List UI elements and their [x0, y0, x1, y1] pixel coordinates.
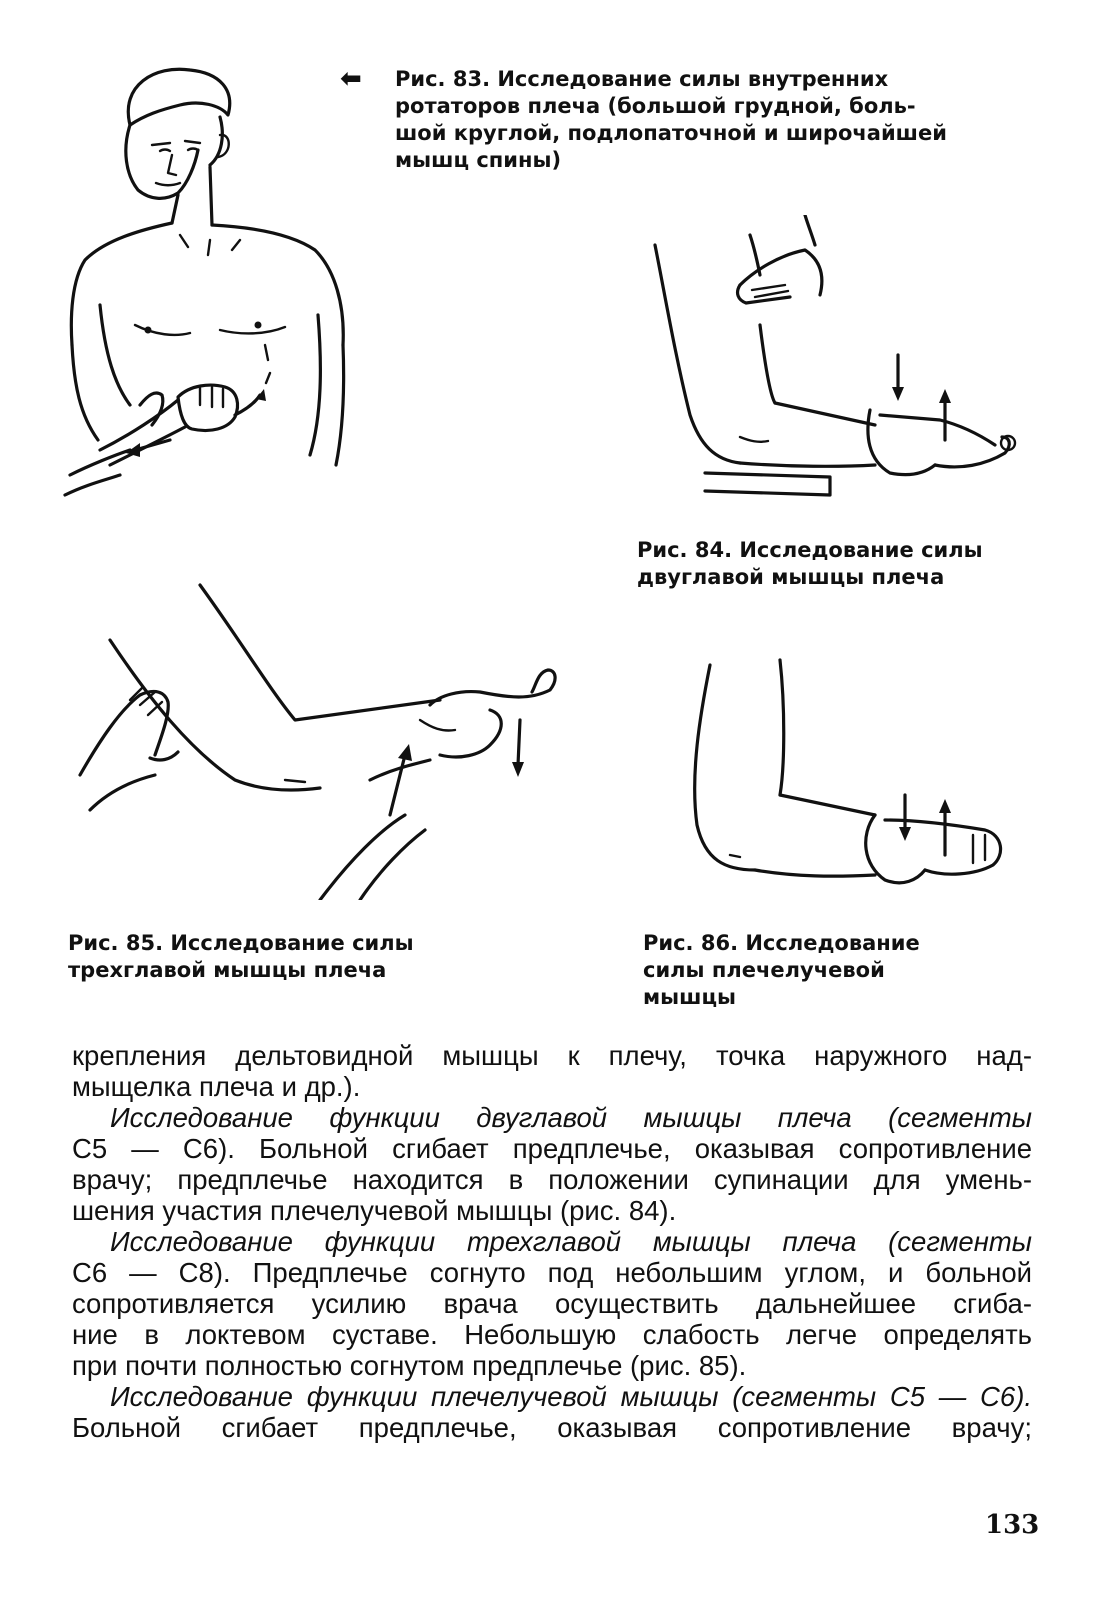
body-text	[72, 1040, 1032, 1443]
text-line: мыщелка плеча и др.).	[72, 1071, 361, 1102]
paragraph-lead: Исследование функции двуглавой мышцы плеча (сегменты	[110, 1102, 1032, 1133]
paragraph-lead: Исследование функции трехглавой мышцы плеча (сегменты	[110, 1226, 1032, 1257]
paragraph-lead: Исследование функции плечелучевой мышцы (сегменты C5 — C6).	[110, 1381, 1032, 1412]
figure-85-caption	[68, 930, 538, 984]
figure-85-illustration	[60, 580, 570, 900]
caption-line: шой круглой, подлопаточной и широчайшей	[395, 121, 947, 145]
paragraph-1	[72, 1040, 1032, 1102]
text-line: C5 — C6). Больной сгибает предплечье, оказывая сопротивление	[72, 1133, 1032, 1164]
text-line: C6 — C8). Предплечье согнуто под небольшим углом, и больной	[72, 1257, 1032, 1288]
figure-85-drawing	[60, 580, 570, 900]
text-line: врачу; предплечье находится в положении супинации для умень-	[72, 1164, 1032, 1195]
figure-84-caption	[637, 537, 1067, 591]
text-line: сопротивляется усилию врача осуществить дальнейшее сгиба-	[72, 1288, 1032, 1319]
figure-83-drawing	[60, 55, 350, 500]
figure-84-drawing	[640, 215, 1040, 505]
figure-84-illustration	[640, 215, 1040, 505]
page-number: 133	[985, 1510, 1040, 1540]
figure-83-illustration	[60, 55, 350, 500]
text-line: крепления дельтовидной мышцы к плечу, точка наружного над-	[72, 1040, 1032, 1071]
caption-line: мышц спины)	[395, 148, 562, 172]
caption-line: мышцы	[643, 985, 737, 1009]
figure-83-caption	[340, 64, 1035, 174]
figure-86-illustration	[685, 655, 1030, 905]
paragraph-2	[72, 1102, 1032, 1226]
paragraph-4	[72, 1381, 1032, 1443]
left-arrow-icon: ⬅	[340, 64, 362, 94]
caption-line: Рис. 85. Исследование силы	[68, 931, 414, 955]
caption-line: Рис. 84. Исследование силы	[637, 538, 983, 562]
figure-86-drawing	[685, 655, 1030, 905]
caption-line: Рис. 86. Исследование	[643, 931, 920, 955]
text-line: шения участия плечелучевой мышцы (рис. 84).	[72, 1195, 677, 1226]
text-line: при почти полностью согнутом предплечье (рис. 85).	[72, 1350, 747, 1381]
figure-86-caption	[643, 930, 1023, 1011]
caption-line: ротаторов плеча (большой грудной, боль-	[395, 94, 916, 118]
text-line: ние в локтевом суставе. Небольшую слабость легче определять	[72, 1319, 1032, 1350]
caption-line: двуглавой мышцы плеча	[637, 565, 945, 589]
text-line: Больной сгибает предплечье, оказывая сопротивление врачу;	[72, 1412, 1032, 1443]
caption-line: силы плечелучевой	[643, 958, 885, 982]
caption-line: трехглавой мышцы плеча	[68, 958, 387, 982]
paragraph-3	[72, 1226, 1032, 1381]
caption-line: Рис. 83. Исследование силы внутренних	[395, 67, 889, 91]
